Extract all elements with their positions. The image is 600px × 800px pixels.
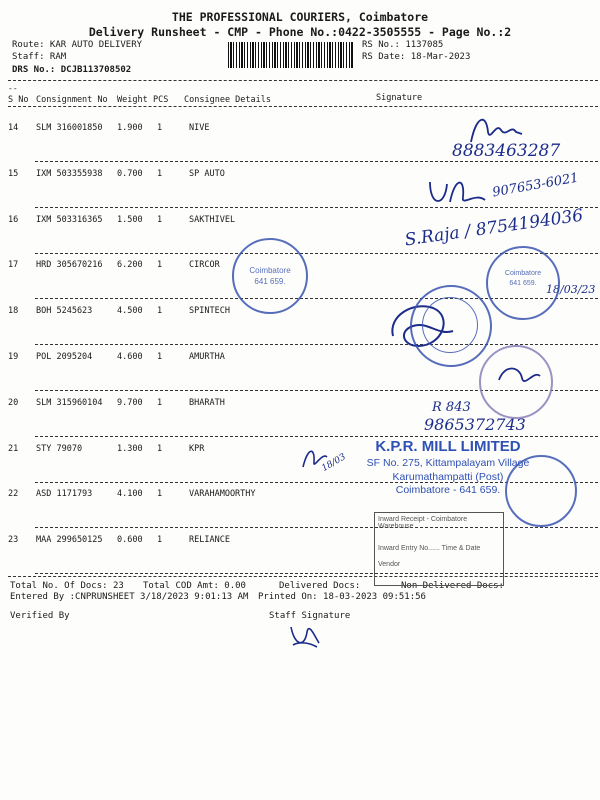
row-divider xyxy=(35,207,598,208)
rs-number: RS No.: 1137085 xyxy=(362,40,444,50)
sig-21-date: 18/03 xyxy=(320,452,348,474)
kpr-stamp-name: K.P.R. MILL LIMITED xyxy=(375,438,521,455)
spintech-stamp xyxy=(410,285,492,367)
verified-by: Verified By xyxy=(10,611,70,621)
row-consignment: IXM 503355938 xyxy=(36,168,103,179)
row-pcs: 1 xyxy=(157,123,163,133)
runsheet-subtitle: Delivery Runsheet - CMP - Phone No.:0422-3505555 - Page No.:2 xyxy=(88,25,512,39)
col-consignee: Consignee Details xyxy=(184,95,271,105)
staff-signature xyxy=(285,617,325,651)
row-consignment: MAA 299650125 xyxy=(36,535,103,546)
row-pcs: 1 xyxy=(157,352,163,362)
row-consignment: SLM 316001850 xyxy=(36,123,103,133)
barcode xyxy=(228,42,354,68)
row-sno: 22 xyxy=(8,489,19,500)
row-pcs: 1 xyxy=(157,260,163,271)
row-consignment: SLM 315960104 xyxy=(36,397,103,408)
sig-16-name-phone: S.Raja / 8754194036 xyxy=(403,205,585,251)
row-weight: 1.900 xyxy=(117,123,143,133)
circor-city: Coimbatore xyxy=(249,266,291,275)
staff-label: Staff: RAM xyxy=(12,52,67,62)
row-sno: 19 xyxy=(8,352,19,362)
col-sno: S No xyxy=(8,95,29,105)
row-sno: 21 xyxy=(8,443,19,454)
sig-17-date: 18/03/23 xyxy=(546,283,596,296)
row-consignee: NIVE xyxy=(189,123,210,133)
row-divider xyxy=(35,527,598,528)
signature-15 xyxy=(425,172,495,212)
circor-pin: 641 659. xyxy=(254,277,286,286)
row-weight: 0.700 xyxy=(117,168,143,179)
row-consignee: AMURTHA xyxy=(189,352,225,362)
row-consignee: RELIANCE xyxy=(189,535,230,546)
row-consignment: STY 79070 xyxy=(36,443,83,454)
col-pcs: PCS xyxy=(153,95,169,105)
col-consignment: Consignment No xyxy=(36,95,108,105)
row-pcs: 1 xyxy=(157,397,163,408)
row-divider xyxy=(35,161,598,162)
entered-by: Entered By :CNPRUNSHEET 3/18/2023 9:01:13 AM xyxy=(10,592,249,602)
rs-date: RS Date: 18-Mar-2023 xyxy=(362,52,471,62)
circor-city-2: Coimbatore xyxy=(504,270,542,277)
printed-on: Printed On: 18-03-2023 09:51:56 xyxy=(258,592,426,602)
route-label: Route: KAR AUTO DELIVERY xyxy=(12,40,143,50)
row-weight: 6.200 xyxy=(117,260,143,271)
col-weight: Weight xyxy=(117,95,148,105)
phone-20: 9865372743 xyxy=(424,415,526,434)
amurtha-stamp xyxy=(479,345,553,419)
row-weight: 1.300 xyxy=(117,443,143,454)
row-weight: 9.700 xyxy=(117,397,143,408)
divider xyxy=(8,80,598,81)
drs-number: DRS No.: DCJB113708502 xyxy=(12,65,132,75)
row-pcs: 1 xyxy=(157,168,163,179)
col-signature: Signature xyxy=(376,93,423,103)
row-consignee: BHARATH xyxy=(189,397,225,408)
total-docs: Total No. Of Docs: 23 xyxy=(10,581,124,591)
row-sno: 16 xyxy=(8,214,19,225)
circor-pin-2: 641 659. xyxy=(509,280,537,287)
row-weight: 4.100 xyxy=(117,489,143,500)
row-sno: 15 xyxy=(8,168,19,179)
inward-vendor: Vendor xyxy=(378,561,401,568)
company-title: THE PROFESSIONAL COURIERS, Coimbatore xyxy=(171,10,429,24)
staff-signature-label: Staff Signature xyxy=(269,611,351,621)
kpr-stamp-line1: SF No. 275, Kittampalayam Village xyxy=(366,457,530,469)
delivered-docs: Delivered Docs: xyxy=(279,581,361,591)
divider xyxy=(8,576,598,577)
sig-15-number: 907653-6021 xyxy=(491,170,580,201)
row-pcs: 1 xyxy=(157,489,163,500)
row-consignee: SPINTECH xyxy=(189,306,230,317)
kpr-round-stamp xyxy=(505,455,577,527)
row-weight: 1.500 xyxy=(117,214,143,225)
row-consignment: ASD 1171793 xyxy=(36,489,93,500)
kpr-stamp-line3: Coimbatore - 641 659. xyxy=(395,484,501,496)
row-weight: 4.500 xyxy=(117,306,143,317)
row-sno: 20 xyxy=(8,397,19,408)
row-pcs: 1 xyxy=(157,535,163,546)
row-consignment: IXM 503316365 xyxy=(36,214,103,225)
row-consignment: POL 2095204 xyxy=(36,352,93,362)
row-weight: 4.600 xyxy=(117,352,143,362)
circor-stamp xyxy=(232,238,308,314)
non-delivered-docs: Non Delivered Docs: xyxy=(401,581,504,591)
row-weight: 0.600 xyxy=(117,535,143,546)
row-consignee: KPR xyxy=(189,443,205,454)
row-sno: 14 xyxy=(8,123,19,133)
row-sno: 17 xyxy=(8,260,19,271)
row-consignee: VARAHAMOORTHY xyxy=(189,489,256,500)
divider xyxy=(8,106,598,107)
inward-entry: Inward Entry No...... Time & Date xyxy=(378,545,481,552)
row-sno: 18 xyxy=(8,306,19,317)
row-consignee: SAKTHIVEL xyxy=(189,214,236,225)
inward-title: Inward Receipt - Coimbatore Warehouse xyxy=(378,516,468,530)
kpr-stamp-line2: Karumathampatti (Post) xyxy=(392,471,504,483)
row-consignee: SP AUTO xyxy=(189,168,225,179)
row-pcs: 1 xyxy=(157,214,163,225)
row-pcs: 1 xyxy=(157,306,163,317)
row-divider xyxy=(35,436,598,437)
row-consignee: CIRCOR xyxy=(189,260,220,271)
phone-14: 8883463287 xyxy=(452,141,561,161)
row-sno: 23 xyxy=(8,535,19,546)
row-consignment: HRD 305670216 xyxy=(36,260,103,271)
total-cod: Total COD Amt: 0.00 xyxy=(143,581,246,591)
row-consignment: BOH 5245623 xyxy=(36,306,93,317)
row-pcs: 1 xyxy=(157,443,163,454)
sig-20: R 843 xyxy=(432,400,471,415)
inward-receipt-stamp xyxy=(374,512,504,586)
row-divider xyxy=(35,573,598,574)
circor-stamp-2 xyxy=(486,246,560,320)
divider-mark: -- xyxy=(8,84,18,93)
